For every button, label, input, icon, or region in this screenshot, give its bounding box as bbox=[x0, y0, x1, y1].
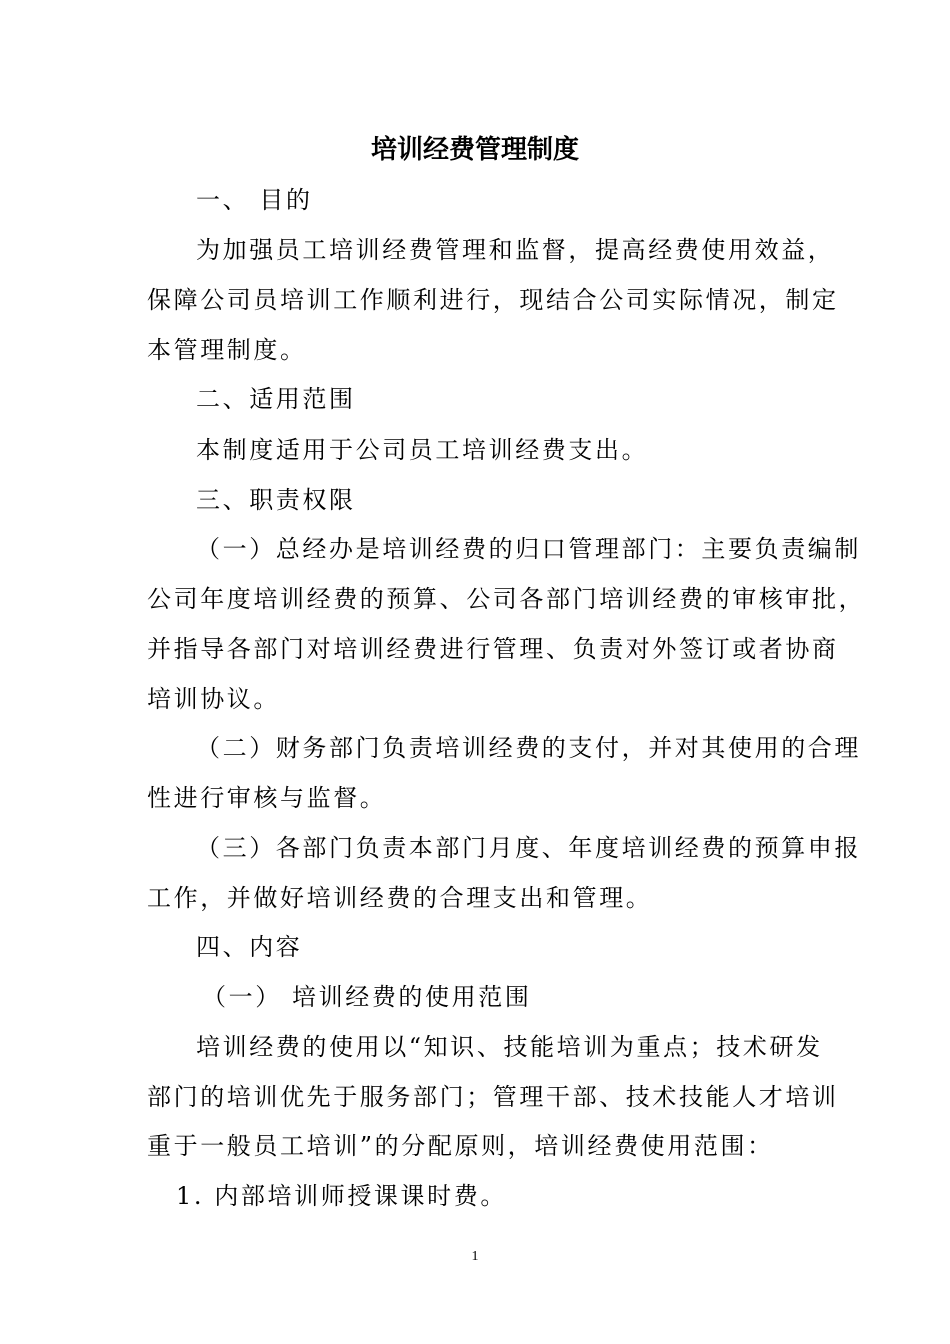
paragraph-line: 保障公司员培训工作顺利进行，现结合公司实际情况，制定 bbox=[147, 286, 839, 314]
paragraph-line: 为加强员工培训经费管理和监督，提高经费使用效益， bbox=[196, 236, 835, 264]
paragraph-line: 本制度适用于公司员工培训经费支出。 bbox=[196, 436, 649, 464]
paragraph-line: 性进行审核与监督。 bbox=[147, 784, 387, 812]
section-heading-responsibilities: 三、职责权限 bbox=[196, 486, 356, 514]
paragraph-line: （三）各部门负责本部门月度、年度培训经费的预算申报 bbox=[196, 834, 861, 862]
section-heading-content: 四、内容 bbox=[196, 933, 303, 961]
list-item: 1. 内部培训师授课课时费。 bbox=[176, 1182, 507, 1210]
paragraph-line: 公司年度培训经费的预算、公司各部门培训经费的审核审批， bbox=[147, 585, 866, 613]
page-number: 1 bbox=[471, 1249, 479, 1264]
paragraph-line: 并指导各部门对培训经费进行管理、负责对外签订或者协商 bbox=[147, 635, 839, 663]
paragraph-line: 重于一般员工培训”的分配原则，培训经费使用范围： bbox=[147, 1132, 774, 1160]
paragraph-line: 工作，并做好培训经费的合理支出和管理。 bbox=[147, 884, 653, 912]
section-heading-purpose: 一、 目的 bbox=[196, 186, 313, 214]
section-heading-scope: 二、适用范围 bbox=[196, 385, 356, 413]
paragraph-line: 本管理制度。 bbox=[147, 336, 307, 364]
paragraph-line: （一）总经办是培训经费的归口管理部门：主要负责编制 bbox=[196, 535, 861, 563]
paragraph-line: （二）财务部门负责培训经费的支付，并对其使用的合理 bbox=[196, 734, 861, 762]
paragraph-line: 培训协议。 bbox=[147, 685, 280, 713]
paragraph-line: 部门的培训优先于服务部门；管理干部、技术技能人才培训 bbox=[147, 1083, 839, 1111]
subsection-heading: （一） 培训经费的使用范围 bbox=[202, 983, 532, 1011]
paragraph-line: 培训经费的使用以“知识、技能培训为重点；技术研发 bbox=[196, 1033, 823, 1061]
document-title: 培训经费管理制度 bbox=[370, 135, 579, 165]
